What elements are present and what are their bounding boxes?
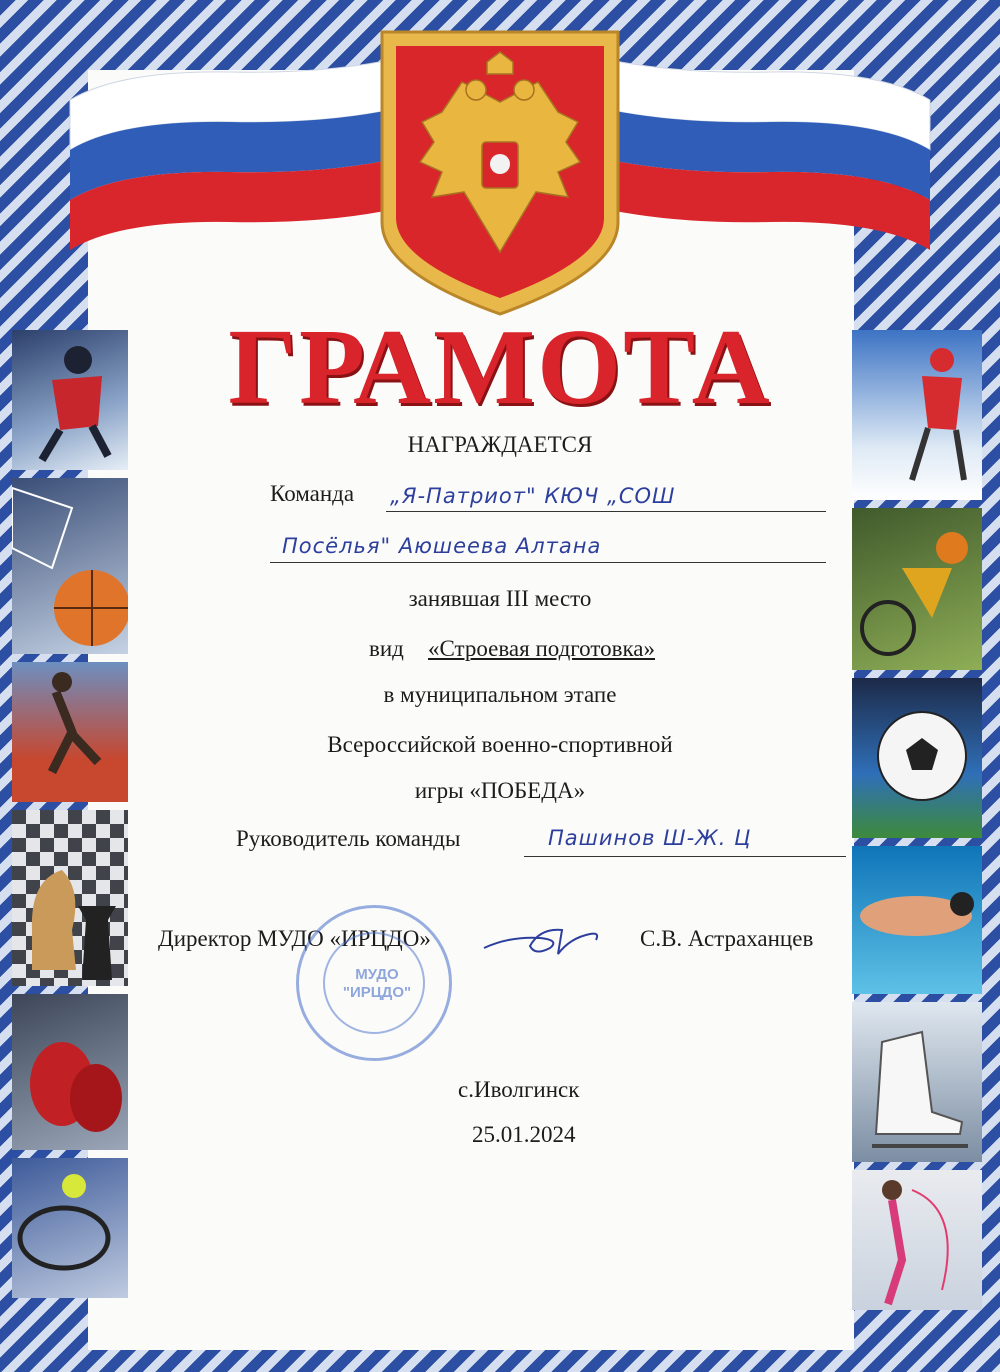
skate-icon <box>852 1002 982 1162</box>
event-line-2: игры «ПОБЕДА» <box>414 778 586 803</box>
official-stamp <box>296 905 452 1061</box>
director-name: С.В. Астраханцев <box>640 926 814 951</box>
place-line: занявшая III место <box>408 586 592 611</box>
leader-label: Руководитель команды <box>236 826 461 851</box>
skier-icon <box>852 330 982 500</box>
skiing-panel <box>852 330 982 500</box>
stamp-line-2: "ИРЦДО" <box>342 984 412 1001</box>
team-underline-1 <box>386 511 826 512</box>
leader-underline <box>524 856 846 857</box>
soccer-ball-icon <box>852 678 982 838</box>
kind-label: вид <box>369 636 404 661</box>
skating-panel <box>852 1002 982 1162</box>
coat-of-arms-icon <box>372 22 628 322</box>
date-line: 25.01.2024 <box>472 1122 576 1147</box>
team-underline-2 <box>270 562 826 563</box>
certificate-title: ГРАМОТА <box>228 308 772 427</box>
city-line: с.Иволгинск <box>458 1077 580 1102</box>
tennis-panel <box>12 1158 128 1298</box>
hockey-player-icon <box>12 330 128 470</box>
awarded-heading: НАГРАЖДАЕТСЯ <box>407 432 593 457</box>
stamp-line-1: МУДО <box>355 966 399 983</box>
team-handwritten-1: „Я-Патриот" КЮЧ „СОШ <box>390 484 676 508</box>
running-panel <box>12 662 128 802</box>
boxing-glove-icon <box>12 994 128 1150</box>
kind-value: «Строевая подготовка» <box>428 636 656 661</box>
chess-icon <box>12 810 128 986</box>
tennis-icon <box>12 1158 128 1298</box>
stamp-text <box>299 966 455 1002</box>
director-label: Директор МУДО «ИРЦДО» <box>158 926 431 951</box>
gymnast-icon <box>852 1170 982 1310</box>
football-panel <box>852 678 982 838</box>
basketball-panel <box>12 478 128 654</box>
boxing-panel <box>12 994 128 1150</box>
leader-handwritten: Пашинов Ш-Ж. Ц <box>548 826 752 850</box>
stage-line: в муниципальном этапе <box>383 682 617 707</box>
basketball-icon <box>12 478 128 654</box>
cyclist-icon <box>852 508 982 670</box>
cycling-panel <box>852 508 982 670</box>
chess-panel <box>12 810 128 986</box>
signature-icon <box>480 918 620 960</box>
swimmer-icon <box>852 846 982 994</box>
runner-icon <box>12 662 128 802</box>
swimming-panel <box>852 846 982 994</box>
event-line-1: Всероссийской военно-спортивной <box>327 732 673 757</box>
team-handwritten-2: Посёлья" Аюшеева Алтана <box>282 534 602 558</box>
hockey-panel <box>12 330 128 470</box>
team-label: Команда <box>270 481 355 506</box>
gymnastics-panel <box>852 1170 982 1310</box>
